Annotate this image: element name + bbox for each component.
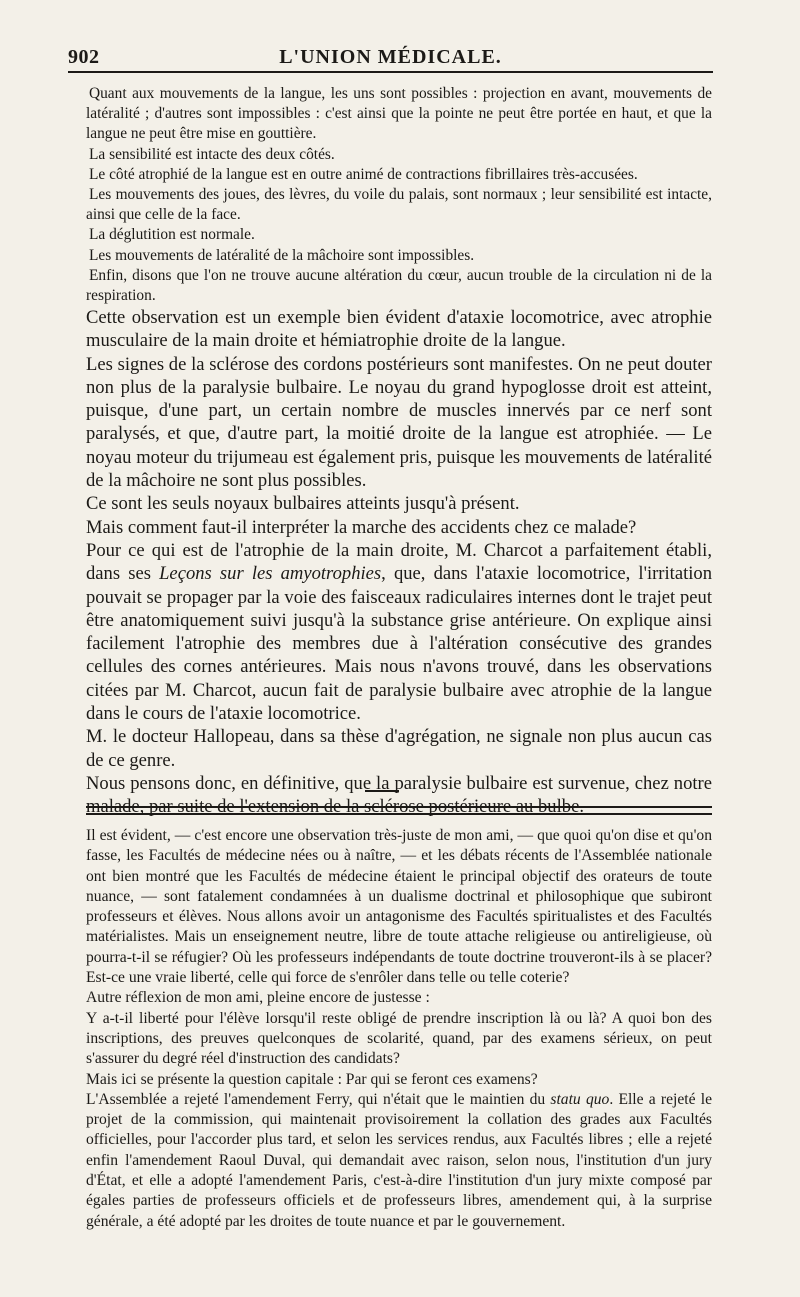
text-segment: Pour ce qui est de l'atrophie de la main droite, M. Charcot a parfaitement établi, dans ses [86, 539, 712, 585]
commentary-paragraph: Cette observation est un exemple bien évident d'ataxie locomotrice, avec atrophie musculaire de la main droite et hémiatrophie droite de la langue. [86, 307, 712, 352]
observation-paragraph: Quant aux mouvements de la langue, les uns sont possibles : projection en avant, mouvements de latéralité ; d'autres sont impossibles : c'est ainsi que la pointe ne peut être portée en haut, et que la langue ne peut être mise en gouttière. [86, 85, 712, 143]
text-segment: , que, dans l'ataxie locomotrice, l'irritation pouvait se propager par la voie des faisceaux radiculaires internes dont le trajet peut être anatomiquement suivi jusqu'à la substance grise antérieure. On explique ainsi facilement l'atrophie des membres due à l'altération consécutive des grandes cellules des cornes antérieures. Mais nous n'avons trouvé, dans les observations citées par M. Charcot, aucun fait de paralysie bulbaire avec atrophie de la langue dans le cours de l'ataxie locomotrice. [86, 563, 713, 725]
commentary-paragraph: Mais comment faut-il interpréter la marche des accidents chez ce malade? [86, 516, 637, 538]
commentary-paragraph [86, 539, 712, 725]
feuilleton-paragraph: Autre réflexion de mon ami, pleine encore de justesse : [86, 989, 430, 1007]
commentary [86, 306, 712, 819]
commentary-paragraph: Les signes de la sclérose des cordons postérieurs sont manifestes. On ne peut douter non plus de la paralysie bulbaire. Le noyau du grand hypoglosse droit est atteint, puisque, d'une part, un certain nombre de muscles innervés par ce nerf sont paralysés, et que, d'autre part, la moitié droite de la langue est atrophiée. — Le noyau moteur du trijumeau est également pris, puisque les mouvements de latéralité de la mâchoire ne sont plus possibles. [86, 353, 712, 492]
observation-paragraph: Les mouvements de latéralité de la mâchoire sont impossibles. [89, 246, 475, 264]
text-segment: . Elle a rejeté le projet de la commission, qui maintenait provisoirement la collation des grades aux Facultés officielles, pour l'accorder plus tard, et selon les services rendus, aux Facultés libres ; elle a rejeté enfin l'amendement Raoul Duval, qui demandait avec raison, selon nous, l'institution d'un jury d'État, et elle a adopté l'amendement Paris, c'est-à-dire l'institution d'un jury mixte composé par égales parties de professeurs officiels et de professeurs libres, amendement qui, à la surprise générale, a été adopté par les droites de toute nuance et par le gouvernement. [86, 1090, 712, 1230]
latin-phrase: statu quo [550, 1090, 610, 1108]
text-segment: L'Assemblée a rejeté l'amendement Ferry, qui n'était que le maintien du [86, 1090, 551, 1108]
commentary-paragraph: Nous pensons donc, en définitive, que la paralysie bulbaire est survenue, chez notre malade, par suite de l'extension de la sclérose postérieure au bulbe. [86, 772, 712, 818]
journal-title: L'UNION MÉDICALE. [279, 46, 502, 68]
observation-paragraph: Les mouvements des joues, des lèvres, du voile du palais, sont normaux ; leur sensibilité est intacte, ainsi que celle de la face. [86, 186, 712, 224]
commentary-paragraph: M. le docteur Hallopeau, dans sa thèse d'agrégation, ne signale non plus aucun cas de ce genre. [86, 726, 712, 771]
observation-continued [86, 84, 712, 306]
feuilleton-paragraph [86, 1090, 712, 1232]
observation-paragraph [86, 165, 712, 185]
feuilleton-paragraph: Il est évident, — c'est encore une observation très-juste de mon ami, — que quoi qu'on dise et qu'on fasse, les Facultés de médecine nées ou à naître, — et les débats récents de l'Assemblée nationale ont bien montré que les Facultés de médecine étaient le principal objectif des orateurs de toute nuance, — sont fatalement condamnées à un dualisme doctrinal et philosophique que subiront professeurs et élèves. Nous allons avoir un antagonisme des Facultés spiritualistes et des Facultés matérialistes. Mais un enseignement neutre, libre de toute attache religieuse ou antireligieuse, où pourra-t-il se réfugier? Où les professeurs indépendants de toute doctrine trouveront-ils à se placer? Est-ce une vraie liberté, celle qui force de s'enrôler dans telle ou telle coterie? [86, 827, 712, 987]
observation-paragraph: La déglutition est normale. [89, 226, 255, 244]
observation-text: Le côté atrophié de la langue est en outre animé de contractions fibrillaires très-accusées. [89, 165, 638, 183]
header-rule [68, 71, 713, 73]
feuilleton [86, 826, 712, 1232]
feuilleton-paragraph: Y a-t-il liberté pour l'élève lorsqu'il reste obligé de prendre inscription là ou là? A quoi bon des inscriptions, des preuves quelconques de scolarité, quand, par des examens sérieux, on peut s'assurer du degré réel d'instruction des candidats? [86, 1009, 712, 1068]
feuilleton-paragraph: Mais ici se présente la question capitale : Par qui se feront ces examens? [86, 1070, 538, 1088]
page-header [68, 44, 713, 74]
observation-paragraph: Enfin, disons que l'on ne trouve aucune altération du cœur, aucun trouble de la circulation ni de la respiration. [86, 266, 712, 305]
page-number: 902 [68, 46, 100, 68]
observation-paragraph: La sensibilité est intacte des deux côtés. [89, 145, 335, 163]
section-end-rule [365, 790, 399, 792]
feuilleton-separator [86, 806, 712, 815]
commentary-paragraph: Ce sont les seuls noyaux bulbaires atteints jusqu'à présent. [86, 493, 520, 515]
book-title: Leçons sur les amyotrophies [159, 563, 382, 585]
